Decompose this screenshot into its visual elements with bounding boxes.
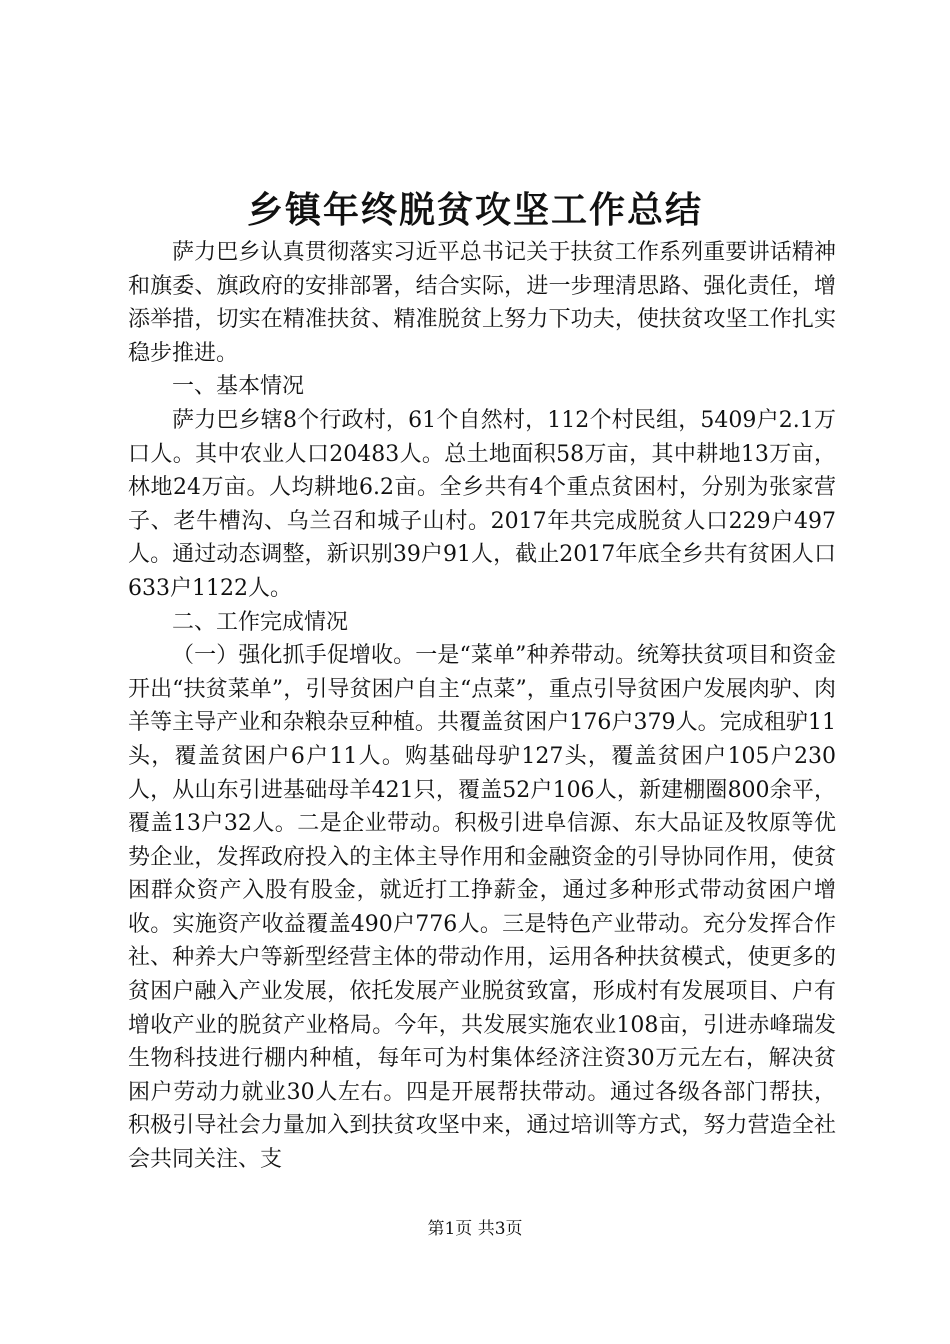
section-heading-basic-situation: 一、基本情况: [172, 374, 305, 400]
work-completion-paragraph: （一）强化抓手促增收。一是“菜单”种养带动。统筹扶贫项目和资金开出“扶贫菜单”，引导贫困户自主“点菜”，重点引导贫困户发展肉驴、肉羊等主导产业和杂粮杂豆种植。共覆盖贫困户176户379人。完成租驴11头，覆盖贫困户6户11人。购基础母驴127头，覆盖贫困户105户230人，从山东引进基础母羊421只，覆盖52户106人，新建棚圈800余平，覆盖13户32人。二是企业带动。积极引进阜信源、东大品证及牧原等优势企业，发挥政府投入的主体主导作用和金融资金的引导协同作用，使贫困群众资产入股有股金，就近打工挣薪金，通过多种形式带动贫困户增收。实施资产收益覆盖490户776人。三是特色产业带动。充分发挥合作社、种养大户等新型经营主体的带动作用，运用各种扶贫模式，使更多的贫困户融入产业发展，依托发展产业脱贫致富，形成村有发展项目、户有增收产业的脱贫产业格局。今年，共发展实施农业108亩，引进赤峰瑞发生物科技进行棚内种植，每年可为村集体经济注资30万元左右，解决贫困户劳动力就业30人左右。四是开展帮扶带动。通过各级各部门帮扶，积极引导社会力量加入到扶贫攻坚中来，通过培训等方式，努力营造全社会共同关注、支: [128, 643, 836, 1173]
intro-paragraph: 萨力巴乡认真贯彻落实习近平总书记关于扶贫工作系列重要讲话精神和旗委、旗政府的安排部署，结合实际，进一步理清思路、强化责任，增添举措，切实在精准扶贫、精准脱贫上努力下功夫，使扶贫攻坚工作扎实稳步推进。: [128, 240, 836, 366]
document-title: 乡镇年终脱贫攻坚工作总结: [246, 189, 703, 231]
document-body: [128, 236, 836, 1177]
section-heading-work-completion: 二、工作完成情况: [172, 609, 349, 635]
basic-situation-paragraph: 萨力巴乡辖8个行政村，61个自然村，112个村民组，5409户2.1万口人。其中农业人口20483人。总土地面积58万亩，其中耕地13万亩，林地24万亩。人均耕地6.2亩。全乡共有4个重点贫困村，分别为张家营子、老牛槽沟、乌兰召和城子山村。2017年共完成脱贫人口229户497人。通过动态调整，新识别39户91人，截止2017年底全乡共有贫困人口633户1122人。: [128, 407, 836, 601]
page-footer: 第1页 共3页: [427, 1219, 523, 1239]
